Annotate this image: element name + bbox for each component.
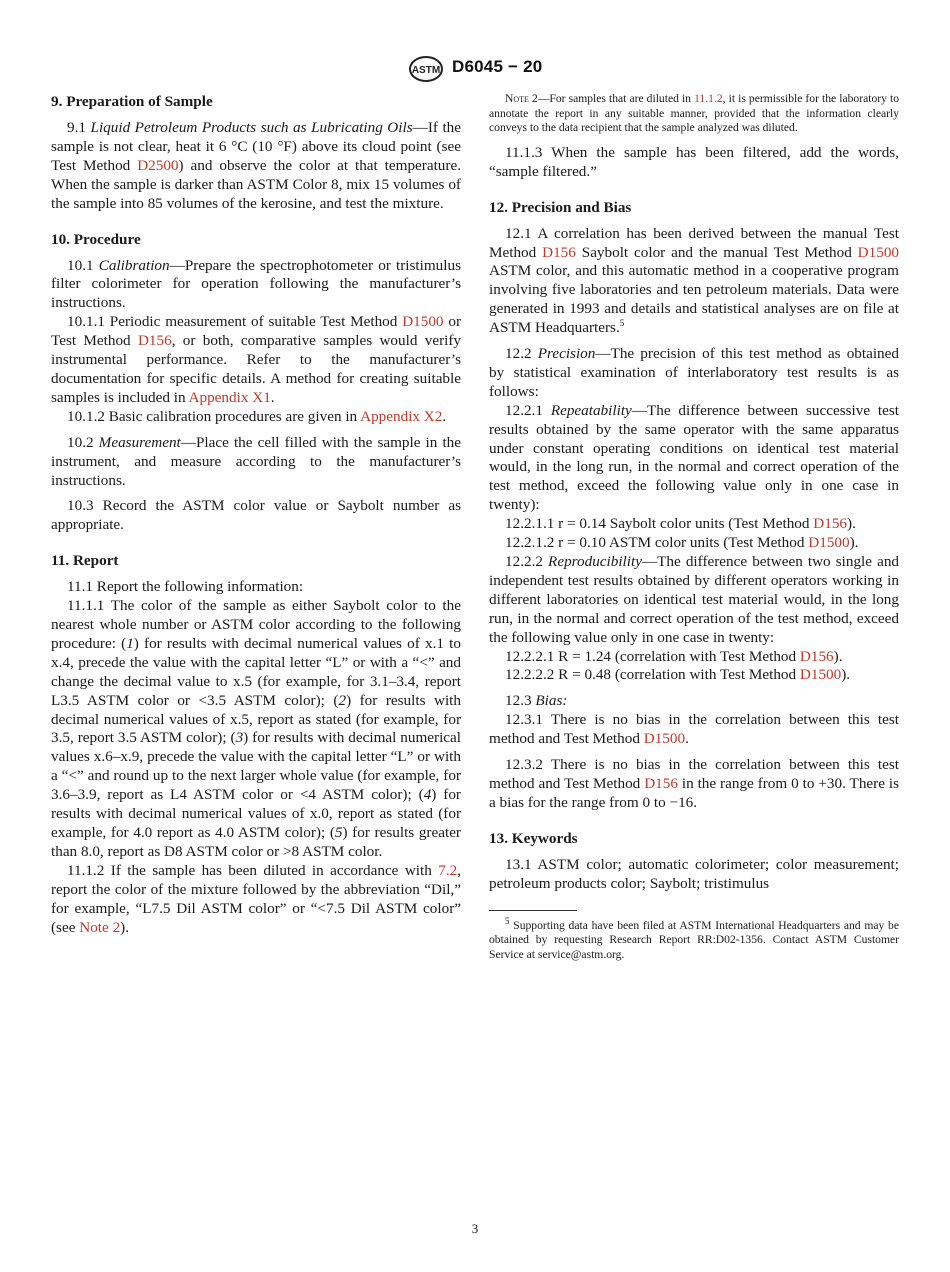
para-12-2-1-1: 12.2.1.1 r = 0.14 Saybolt color units (Test Method D156).	[505, 515, 856, 533]
para-10-1-1: 10.1.1 Periodic measurement of suitable Test Method D1500 or Test Method D156, or both, comparative samples would verify instrumental performance. Refer to the manufacturer’s documentation for specific details. A method for creating suitable samples is included in Appendix X1.	[51, 313, 461, 406]
link-11-1-2[interactable]: 11.1.2	[694, 92, 723, 105]
page-header	[0, 55, 950, 85]
para-10-3: 10.3 Record the ASTM color value or Saybolt number as appropriate.	[51, 497, 461, 534]
para-10-2: 10.2 Measurement—Place the cell filled with the sample in the instrument, and measure according to the manufacturer’s instructions.	[51, 433, 462, 489]
link-d156[interactable]: D156	[137, 332, 172, 350]
link-d1500[interactable]: D1500	[799, 666, 842, 684]
link-d1500[interactable]: D1500	[808, 534, 850, 552]
section-11-heading: 11. Report	[51, 552, 119, 570]
link-appendix-x2[interactable]: Appendix X2	[360, 407, 443, 425]
link-d156[interactable]: D156	[542, 243, 576, 261]
link-d156[interactable]: D156	[799, 647, 834, 665]
para-11-1-1: 11.1.1 The color of the sample as either Saybolt color to the nearest whole number or ASTM color according to the following procedure: (1) for results with decimal numerical values of x.1 to x.4, precede the value with the capital letter “L” or with a “<” and change the decimal value to x.5 (for example, for 3.1–3.4, report L3.5 ASTM color or <3.5 ASTM color); (2) for results with decimal numerical values of x.5, report as stated (for example, for 3.5, report 3.5 ASTM color); (3) for results with decimal numerical values x.6–x.9, precede the value with the capital letter “L” or with a “<” and round up to the next larger whole value (for example, for 3.6–3.9, report as L4 ASTM color or <4 ASTM color); (4) for results with decimal numerical values of x.0, report as stated (for example, for 4.0 report as 4.0 ASTM color); (5) for results greater than 8.0, report as D8 ASTM color or >8 ASTM color.	[51, 597, 461, 860]
para-12-2: 12.2 Precision—The precision of this test method as obtained by statistical examination of interlaboratory test results is as follows:	[489, 345, 899, 400]
section-9-heading: 9. Preparation of Sample	[51, 93, 213, 110]
link-d156[interactable]: D156	[813, 515, 848, 533]
link-d1500[interactable]: D1500	[402, 313, 444, 331]
para-13-1: 13.1 ASTM color; automatic colorimeter; color measurement; petroleum products color; Saybolt; tristimulus	[489, 855, 899, 892]
para-12-3-2: 12.3.2 There is no bias in the correlation between this test method and Test Method D156 in the range from 0 to +30. There is a bias for the range from 0 to −16.	[489, 756, 900, 811]
left-column	[51, 92, 461, 937]
section-12-heading: 12. Precision and Bias	[489, 198, 632, 216]
page-number: 3	[471, 1221, 479, 1236]
link-note-2[interactable]: Note 2	[79, 918, 121, 936]
para-9-1: 9.1 Liquid Petroleum Products such as Lubricating Oils—If the sample is not clear, heat it 6 °C (10 °F) above its cloud point (see Test Method D2500) and observe the color at that temperature. When the sample is darker than ASTM Color 8, mix 15 volumes of the sample into 85 volumes of the kerosine, and test the mixture.	[51, 119, 461, 212]
footnote-ref: 5	[619, 318, 625, 329]
para-12-2-2: 12.2.2 Reproducibility—The difference between two single and independent test results obtained by different operators working in different laboratories on identical test material would, in the long run, in the normal and correct operation of the test method, exceed the following value only in one case in twenty:	[489, 553, 899, 646]
para-10-1: 10.1 Calibration—Prepare the spectrophotometer or tristimulus filter colorimeter for operation following the manufacturer’s instructions.	[51, 256, 461, 312]
para-11-1: 11.1 Report the following information:	[67, 578, 304, 596]
link-d156[interactable]: D156	[644, 774, 678, 792]
link-d2500[interactable]: D2500	[137, 156, 179, 174]
astm-logo-icon	[408, 55, 444, 83]
para-12-2-2-1: 12.2.2.1 R = 1.24 (correlation with Test Method D156).	[505, 647, 843, 665]
link-7-2[interactable]: 7.2	[438, 861, 458, 879]
para-12-1: 12.1 A correlation has been derived between the manual Test Method D156 Saybolt color and the manual Test Method D1500 ASTM color, and this automatic method in a cooperative program involving five laboratories and ten petroleum materials. Data were generated in 1993 and details and statistical analyses are on file at ASTM Headquarters.$^5$	[489, 224, 900, 337]
link-appendix-x1[interactable]: Appendix X1	[188, 388, 271, 406]
para-11-1-3: 11.1.3 When the sample has been filtered, add the words, “sample filtered.”	[489, 143, 899, 180]
footnote-divider	[489, 910, 577, 911]
note-2: Note 2—For samples that are diluted in 11.1.2, it is permissible for the laboratory to annotate the report in any suitable manner, provided that the information clearly conveys to the data recipient that the sample analyzed was diluted.	[489, 92, 899, 135]
para-10-1-2: 10.1.2 Basic calibration procedures are given in Appendix X2.	[67, 407, 447, 425]
para-11-1-2: 11.1.2 If the sample has been diluted in accordance with 7.2, report the color of the mixture followed by the abbreviation “Dil,” for example, “L7.5 Dil ASTM color” or “<7.5 Dil ASTM color” (see Note 2).	[51, 861, 461, 936]
right-column	[489, 92, 899, 962]
para-12-2-2-2: 12.2.2.2 R = 0.48 (correlation with Test Method D1500).	[505, 666, 851, 684]
link-d1500[interactable]: D1500	[643, 730, 686, 748]
para-12-2-1-2: 12.2.1.2 r = 0.10 ASTM color units (Test Method D1500).	[505, 534, 859, 552]
document-designation: D6045 − 20	[452, 57, 543, 76]
footnote-5: $^5$ Supporting data have been filed at ASTM International Headquarters and may be obtained by requesting Research Report RR:D02-1356. Contact ASTM Customer Service at service@astm.org.	[489, 915, 899, 961]
para-12-2-1: 12.2.1 Repeatability—The difference between successive test results obtained by the same operator with the same apparatus under constant operating conditions on identical test material would, in the long run, in the normal and correct operation of the test method, exceed the following value only in one case in twenty):	[489, 401, 900, 514]
logo-text: ASTM	[411, 65, 441, 76]
section-10-heading: 10. Procedure	[51, 230, 141, 248]
para-12-3-1: 12.3.1 There is no bias in the correlation between this test method and Test Method D1500.	[489, 711, 899, 748]
para-12-3: 12.3 Bias:	[505, 692, 568, 710]
link-d1500[interactable]: D1500	[857, 243, 900, 261]
section-13-heading: 13. Keywords	[489, 829, 578, 847]
